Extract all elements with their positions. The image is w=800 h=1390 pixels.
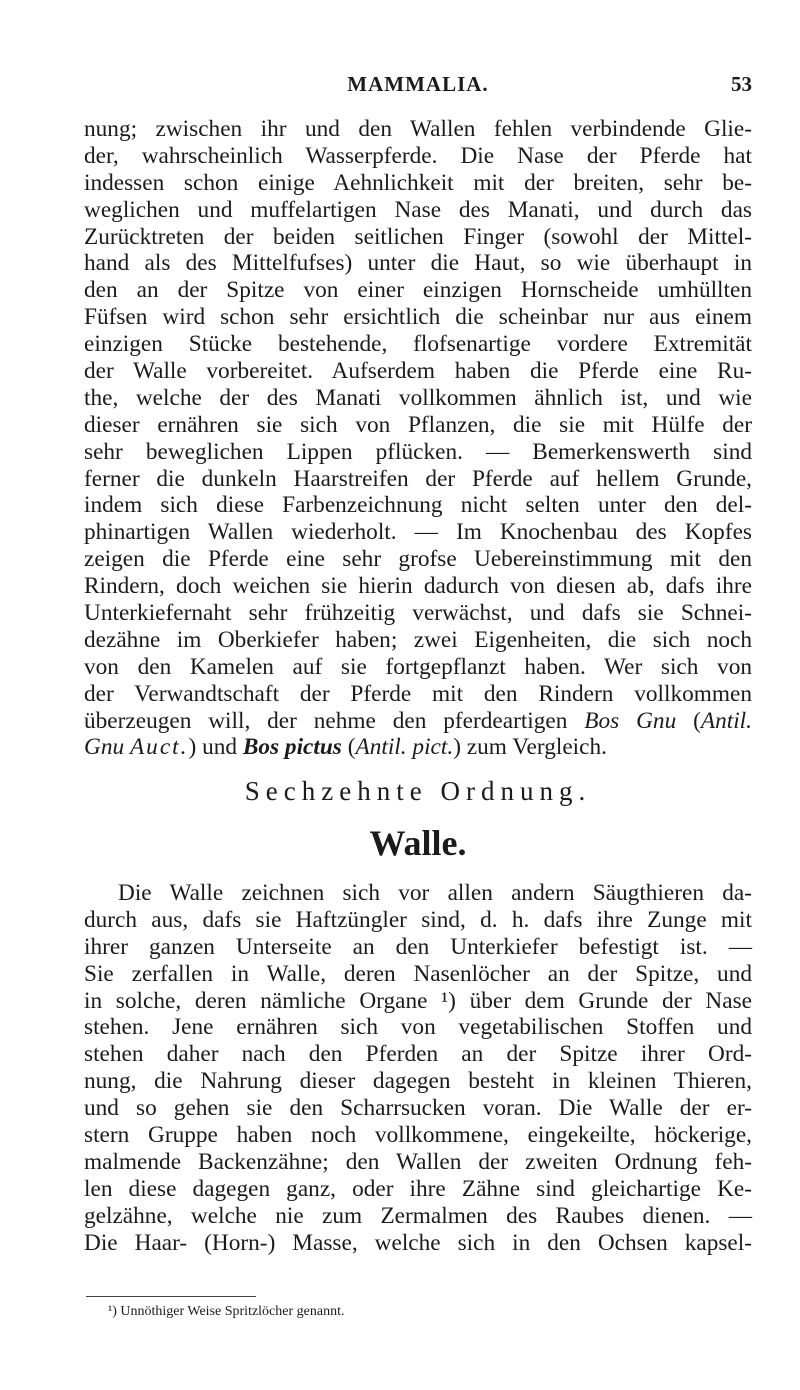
text-line: den an der Spitze von einer einzigen Hornscheide umhüllten <box>84 277 752 304</box>
text-line: gelzähne, welche nie zum Zermalmen des Raubes dienen. — <box>84 1202 752 1229</box>
text-line: einzigen Stücke bestehende, flofsenartige vordere Extremität <box>84 331 752 358</box>
text-run: ( <box>676 707 701 734</box>
text-line: indem sich diese Farbenzeichnung nicht selten unter den del- <box>84 492 752 519</box>
page-header <box>84 72 752 102</box>
text-line: stehen. Jene ernähren sich von vegetabilischen Stoffen und <box>84 1014 752 1041</box>
author-abbrev: Auct. <box>129 734 189 761</box>
text-run: ( <box>341 734 356 761</box>
text-line: Unterkiefernaht sehr frühzeitig verwächst, und dafs sie Schnei- <box>84 600 752 627</box>
text-line: von den Kamelen auf sie fortgepflanzt haben. Wer sich von <box>84 653 752 680</box>
text-line: dieser ernähren sie sich von Pflanzen, die sie mit Hülfe der <box>84 411 752 438</box>
species-name: Antil. pict. <box>355 734 454 761</box>
text-line: stern Gruppe haben noch vollkommene, eingekeilte, höckerige, <box>84 1122 752 1149</box>
paragraph-2 <box>84 880 752 1256</box>
text-line: stehen daher nach den Pferden an der Spitze ihrer Ord- <box>84 1041 752 1068</box>
text-line: der Verwandtschaft der Pferde mit den Rindern vollkommen <box>84 680 752 707</box>
family-heading: Walle. <box>369 823 467 863</box>
text-line: und so gehen sie den Scharrsucken voran. Die Walle der er- <box>84 1095 752 1122</box>
text-run: überzeugen will, der nehme den pferdeartigen <box>84 707 568 734</box>
species-name: Gnu <box>84 734 125 761</box>
text-line: malmende Backenzähne; den Wallen der zweiten Ordnung feh- <box>84 1148 752 1175</box>
species-name: Bos pictus <box>242 734 342 761</box>
text-line: der, wahrscheinlich Wasserpferde. Die Nase der Pferde hat <box>84 142 752 169</box>
text-line: sehr beweglichen Lippen pflücken. — Bemerkenswerth sind <box>84 438 752 465</box>
text-line: the, welche der des Manati vollkommen ähnlich ist, und wie <box>84 384 752 411</box>
text-run: ) und <box>188 734 243 761</box>
text-line: Die Haar- (Horn-) Masse, welche sich in den Ochsen kapsel- <box>84 1229 752 1256</box>
running-head: MAMMALIA. <box>347 72 489 96</box>
species-name: Bos Gnu <box>584 707 677 734</box>
text-line: indessen schon einige Aehnlichkeit mit der breiten, sehr be- <box>84 169 752 196</box>
text-line: durch aus, dafs sie Haftzüngler sind, d. h. dafs ihre Zunge mit <box>84 906 752 933</box>
text-line: Sie zerfallen in Walle, deren Nasenlöcher an der Spitze, und <box>84 960 752 987</box>
species-name: Antil. <box>700 707 752 734</box>
text-line-with-italic <box>84 708 752 735</box>
text-line: len diese dagegen ganz, oder ihre Zähne sind gleichartige Ke- <box>84 1175 752 1202</box>
text-line-with-italic <box>84 734 752 761</box>
text-run: ) zum Vergleich. <box>453 734 607 761</box>
text-line: Die Walle zeichnen sich vor allen andern Säugthieren da- <box>118 880 752 906</box>
text-line: ihrer ganzen Unterseite an den Unterkiefer befestigt ist. — <box>84 933 752 960</box>
text-line: hand als des Mittelfufses) unter die Haut, so wie überhaupt in <box>84 250 752 277</box>
text-line: der Walle vorbereitet. Aufserdem haben die Pferde eine Ru- <box>84 358 752 385</box>
text-line: Rindern, doch weichen sie hierin dadurch von diesen ab, dafs ihre <box>84 573 752 600</box>
text-line: weglichen und muffelartigen Nase des Manati, und durch das <box>84 196 752 223</box>
paragraph-1 <box>84 116 752 761</box>
text-line: zeigen die Pferde eine sehr grofse Uebereinstimmung mit den <box>84 546 752 573</box>
text-line: nung; zwischen ihr und den Wallen fehlen verbindende Glie- <box>84 116 752 142</box>
footnote: ¹) Unnöthiger Weise Spritzlöcher genannt. <box>108 1304 345 1319</box>
text-line: dezähne im Oberkiefer haben; zwei Eigenheiten, die sich noch <box>84 626 752 653</box>
text-line: phinartigen Wallen wiederholt. — Im Knochenbau des Kopfes <box>84 519 752 546</box>
text-line: in solche, deren nämliche Organe ¹) über dem Grunde der Nase <box>84 987 752 1014</box>
text-line: nung, die Nahrung dieser dagegen besteht in kleinen Thieren, <box>84 1068 752 1095</box>
text-line: Zurücktreten der beiden seitlichen Finger (sowohl der Mittel- <box>84 223 752 250</box>
text-line: Füfsen wird schon sehr ersichtlich die scheinbar nur aus einem <box>84 304 752 331</box>
footnote-divider <box>86 1296 256 1297</box>
text-line: ferner die dunkeln Haarstreifen der Pferde auf hellem Grunde, <box>84 465 752 492</box>
order-heading: Sechzehnte Ordnung. <box>244 776 592 806</box>
page-number: 53 <box>731 72 752 96</box>
